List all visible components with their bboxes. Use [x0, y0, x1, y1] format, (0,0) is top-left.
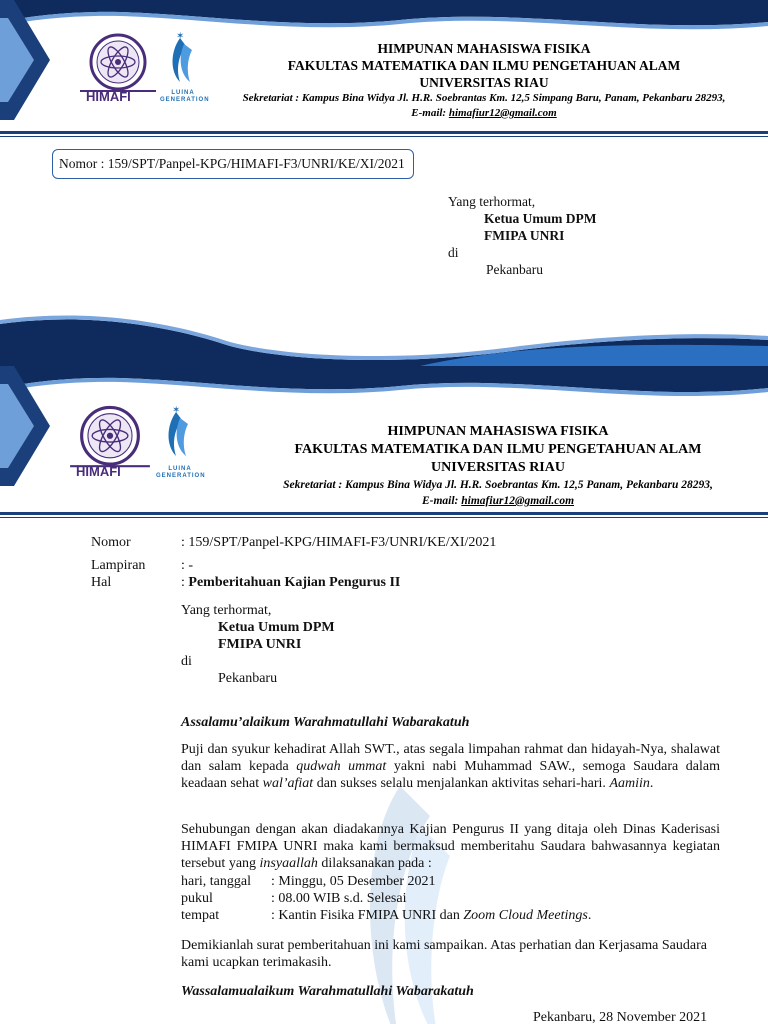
himafi-logo	[78, 32, 158, 102]
letterhead-rule-thick	[0, 131, 768, 134]
letterhead-page-1	[200, 40, 768, 121]
email-link[interactable]: himafiur12@gmail.com	[448, 107, 557, 119]
email-link[interactable]: himafiur12@gmail.com	[461, 495, 575, 507]
di-label: di	[448, 245, 459, 260]
closing-greeting: Wassalamualaikum Warahmatullahi Wabarakatuh	[181, 984, 474, 999]
secretariat-address: Sekretariat : Kampus Bina Widya Jl. H.R. Soebrantas Km. 12,5 Panam, Pekanbaru 28293,	[283, 479, 713, 491]
luina-generation-logo	[156, 404, 204, 478]
letterhead-rule-thick	[0, 512, 768, 515]
left-chevron-decoration	[0, 366, 52, 506]
recipient-block-page-1	[448, 193, 596, 278]
opening-greeting: Assalamu’alaikum Warahmatullahi Wabarakatuh	[181, 715, 470, 730]
org-name: HIMPUNAN MAHASISWA FISIKA	[387, 424, 609, 439]
nomor-value: : 159/SPT/Panpel-KPG/HIMAFI-F3/UNRI/KE/XI/2021	[181, 535, 497, 550]
email-line: E-mail: himafiur12@gmail.com	[411, 107, 557, 119]
recipient-name: Ketua Umum DPM	[218, 620, 335, 635]
subject-text: Pemberitahuan Kajian Pengurus II	[188, 575, 401, 590]
detail-value-date: : Minggu, 05 Desember 2021	[271, 874, 436, 889]
detail-label-date: hari, tanggal	[181, 874, 251, 889]
paragraph-2: Sehubungan dengan akan diadakannya Kajian Pengurus II yang ditaja oleh Dinas Kaderisasi HIMAFI FMIPA UNRI maka kami bermaksud memberitahu Saudara bahwasannya kegiatan tersebut yang insyaallah dilaksanakan pada :	[181, 822, 720, 871]
closing-paragraph: Demikianlah surat pemberitahuan ini kami sampaikan. Atas perhatian dan Kerjasama Saudara kami ucapkan terimakasih.	[181, 938, 707, 970]
lampiran-value: : -	[181, 558, 194, 573]
himafi-logo-text: HIMAFI	[86, 89, 131, 104]
himafi-logo-text: HIMAFI	[76, 464, 121, 479]
recipient-city: Pekanbaru	[486, 262, 543, 277]
detail-value-place: : Kantin Fisika FMIPA UNRI dan Zoom Cloud Meetings.	[271, 908, 592, 923]
nomor-label: Nomor	[91, 535, 131, 550]
letter-page-2	[0, 366, 768, 1024]
di-label: di	[181, 654, 192, 669]
recipient-org: FMIPA UNRI	[218, 637, 302, 652]
university-name: UNIVERSITAS RIAU	[431, 460, 565, 475]
recipient-city: Pekanbaru	[218, 671, 278, 686]
salutation: Yang terhormat,	[448, 194, 536, 209]
hal-label: Hal	[91, 575, 112, 590]
detail-label-time: pukul	[181, 891, 213, 906]
letterhead-rule-thin	[0, 517, 768, 518]
header-wave-decoration	[0, 366, 768, 408]
faculty-name: FAKULTAS MATEMATIKA DAN ILMU PENGETAHUAN ALAM	[287, 58, 681, 73]
detail-value-time: : 08.00 WIB s.d. Selesai	[271, 891, 407, 906]
nomor-textbox: Nomor : 159/SPT/Panpel-KPG/HIMAFI-F3/UNRI/KE/XI/2021	[52, 149, 414, 179]
faculty-name: FAKULTAS MATEMATIKA DAN ILMU PENGETAHUAN ALAM	[294, 442, 702, 457]
left-chevron-decoration	[0, 0, 52, 140]
recipient-name: Ketua Umum DPM	[484, 211, 597, 226]
luina-generation-text: LUINA GENERATION	[156, 466, 206, 479]
salutation: Yang terhormat,	[181, 603, 272, 618]
university-name: UNIVERSITAS RIAU	[419, 75, 549, 90]
letterhead-page-2	[228, 423, 768, 509]
paragraph-1: Puji dan syukur kehadirat Allah SWT., atas segala limpahan rahmat dan hidayah-Nya, shalawat dan salam kepada qudwah ummat yakni nabi Muhammad SAW., semoga Saudara dalam keadaan sehat wal’afiat dan sukses selalu menjalankan aktivitas sehari-hari. Aamiin.	[181, 742, 720, 791]
secretariat-address: Sekretariat : Kampus Bina Widya Jl. H.R. Soebrantas Km. 12,5 Simpang Baru, Panam, Pekanbaru 28293,	[242, 92, 726, 104]
lampiran-label: Lampiran	[91, 558, 146, 573]
himafi-logo	[68, 404, 152, 478]
detail-label-place: tempat	[181, 908, 220, 923]
footer-wave-decoration	[0, 306, 768, 366]
letterhead-rule-thin	[0, 136, 768, 137]
letter-page-1	[0, 0, 768, 366]
svg-text:✶: ✶	[176, 31, 185, 42]
email-line: E-mail: himafiur12@gmail.com	[421, 495, 575, 507]
recipient-block-page-2	[181, 602, 335, 687]
luina-generation-text: LUINA GENERATION	[160, 90, 210, 103]
svg-text:✶: ✶	[172, 405, 181, 416]
place-date: Pekanbaru, 28 November 2021	[533, 1010, 708, 1024]
org-name: HIMPUNAN MAHASISWA FISIKA	[377, 41, 591, 56]
hal-value: : Pemberitahuan Kajian Pengurus II	[181, 575, 401, 590]
recipient-org: FMIPA UNRI	[484, 228, 565, 243]
